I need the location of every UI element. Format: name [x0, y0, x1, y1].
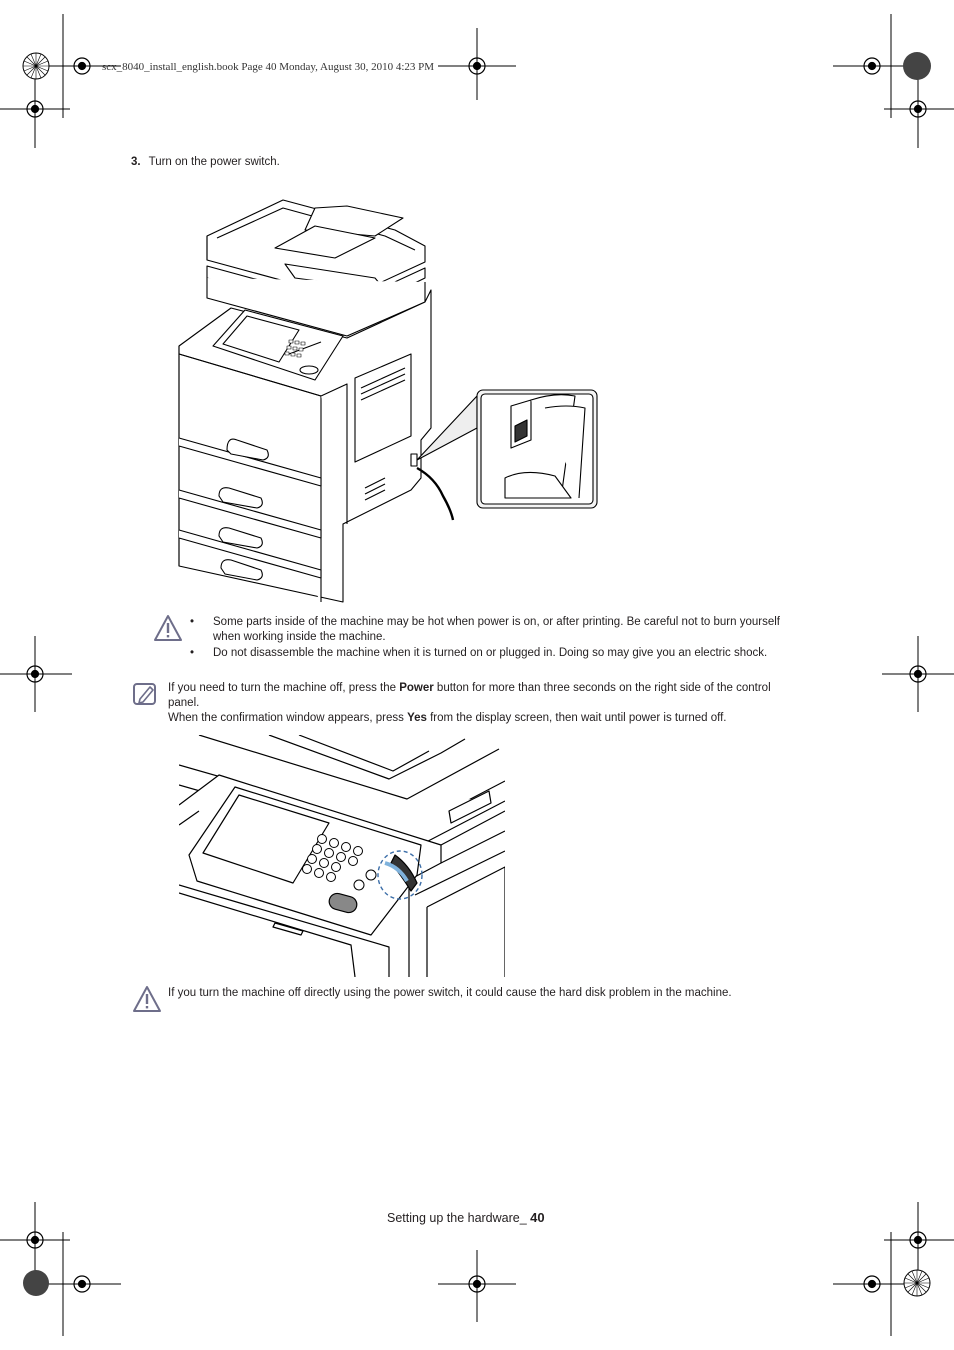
caution-bullet-list [190, 615, 802, 662]
warning-triangle-icon [132, 985, 162, 1013]
page-footer [387, 1210, 545, 1225]
section-title: Setting up the hardware_ [387, 1211, 531, 1225]
bullet-mark: • [190, 647, 195, 659]
caution-bullet-text: Some parts inside of the machine may be hot when power is on, or after printing. Be careful not to burn yourself when working inside the machine. [213, 616, 780, 643]
note-line-2: When the confirmation window appears, press Yes from the display screen, then wait until power is turned off. [168, 712, 727, 724]
control-panel-power-button-illustration [179, 735, 505, 977]
printer-power-switch-illustration [175, 178, 605, 608]
caution-hard-disk-text: If you turn the machine off directly using the power switch, it could cause the hard disk problem in the machine. [168, 987, 732, 999]
caution-bullet-item [190, 615, 802, 645]
caution-bullet-item [190, 646, 802, 661]
power-keyword: Power [399, 682, 434, 694]
yes-keyword: Yes [407, 712, 427, 724]
step-3 [131, 156, 280, 168]
warning-triangle-icon [153, 614, 183, 642]
note-block [168, 681, 804, 726]
note-pencil-icon [132, 681, 158, 707]
bullet-mark: • [190, 616, 195, 628]
page-number: 40 [530, 1210, 545, 1225]
note-line-1: If you need to turn the machine off, press the Power button for more than three seconds on the right side of the control panel. [168, 682, 771, 709]
step-text: Turn on the power switch. [148, 156, 280, 168]
book-info-header: scx_8040_install_english.book Page 40 Monday, August 30, 2010 4:23 PM [102, 61, 435, 73]
step-number: 3. [131, 156, 141, 168]
caution-bullet-text: Do not disassemble the machine when it is turned on or plugged in. Doing so may give you an electric shock. [213, 647, 768, 659]
